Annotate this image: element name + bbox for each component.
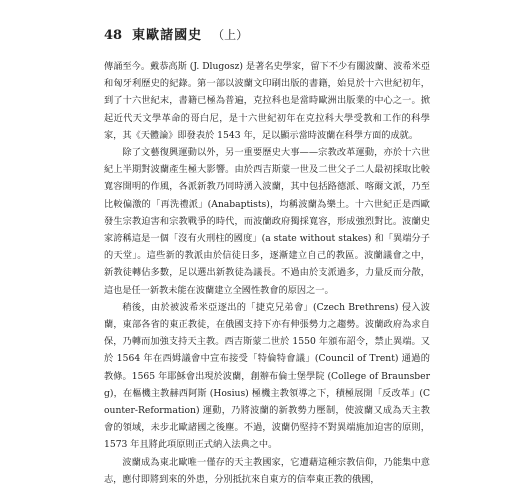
paragraph-3: 稍後，由於被波希米亞逐出的「捷克兄弟會」(Czech Brethrens) 侵入波蘭，東部各省的東正教徒，在俄國支持下亦有伸張勢力之趨勢。波蘭政府為求自保，乃轉而加強支持天主教。西吉斯蒙二世於 1550 年頒布詔令，禁止異端。又於 1564 年在西姆議會中宣布接受「特倫特會議」(Council of Trent) 通過的教條。1565 年耶穌會出現於波蘭，創辦布倫士堡學院 (College of Braunsberg)，在樞機主教赫西阿斯 (Hosius) 極機主教領導之下，積極展開「反改革」(Counter-Reformation) 運動，乃將波蘭的新教勢力壓制，使波蘭又成為天主教會的領域，未步北歐諸國之後塵。不過，波蘭仍堅持不對異端施加迫害的原則，1573 年且將此項原則正式納入法典之中。 <box>104 301 430 451</box>
book-volume: （上） <box>212 28 249 42</box>
book-title: 東歐諸國史 <box>132 28 203 43</box>
paragraph-2: 除了文藝復興運動以外，另一重要歷史大事——宗教改革運動，亦於十六世紀上半期對波蘭產生極大影響。由於西吉斯蒙一世及二世父子二人最初採取比較寬容開明的作風，各派新教乃同時湧入波蘭，其中包括路德派、喀爾文派，乃至比較偏激的「再洗禮派」(Anabaptists)，均稱波蘭為樂土。十六世紀正是西歐發生宗教迫害和宗教戰爭的時代，而波蘭政府獨採寬容，形成強烈對比。波蘭史家誇稱這是一個「沒有火刑柱的國度」(a state without stakes) 和「異端分子的天堂」。這些新的教派由於信徒日多，逐漸建立自己的教區。波蘭議會之中，新教徒轉佔多數，足以選出新教徒為議長。不過由於支派過多，力量反而分散，這也是任一新教未能在波蘭建立全國性教會的原因之一。 <box>104 147 430 296</box>
paragraph-1: 傳誦至今。戴恭高斯 (J. Dlugosz) 是著名史學家，留下不少有關波蘭、波希米亞和匈牙利歷史的紀錄。第一部以波蘭文印刷出版的書籍，始見於十六世紀初年，到了十六世紀末，書籍已極為普遍，克拉科也是當時歐洲出版業的中心之一。掀起近代天文學革命的哥白尼，是十六世紀初年在克拉科大學受教和工作的科學家，其《天體論》即發表於 1543 年，足以顯示當時波蘭在科學方面的成就。 <box>104 61 430 141</box>
body-text <box>104 58 430 488</box>
page-number: 48 <box>104 28 123 43</box>
page-header <box>104 24 430 46</box>
paragraph-4: 波蘭成為東北歐唯一僅存的天主教國家，它遭藉這種宗教信仰，乃能集中意志，應付即將到來的外患，分別抵抗來自東方的信奉東正教的俄國， <box>104 456 430 485</box>
